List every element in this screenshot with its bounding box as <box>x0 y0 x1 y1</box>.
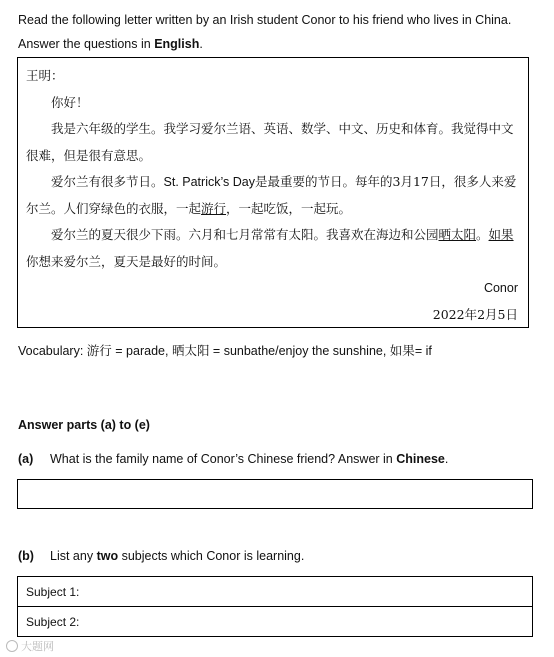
answer-a-field[interactable] <box>17 479 533 509</box>
question-a-suffix: . <box>444 452 449 466</box>
letter-paragraph-1: 我是六年级的学生。我学习爱尔兰语、英语、数学、中文、历史和体育。我觉得中文很难，但是很有意思。 <box>26 121 514 163</box>
watermark <box>6 638 54 654</box>
p2-text-a: 爱尔兰有很多节日。 <box>51 174 164 189</box>
instructions <box>18 8 543 56</box>
subject-row-1 <box>18 577 533 607</box>
p2-text-c: 是最重要的节日。每年的3月17日，很多人来爱尔兰。人们穿绿色的衣服，一起 <box>26 174 517 216</box>
letter-greeting: 你好！ <box>51 94 89 110</box>
vocab-meaning-1: = parade, <box>111 344 172 358</box>
question-a-bold: Chinese <box>396 452 445 466</box>
letter-box <box>17 57 529 328</box>
p3-text-b: 。 <box>476 227 489 242</box>
letter-salutation: 王明： <box>26 68 64 83</box>
question-b-bold: two <box>96 549 119 563</box>
question-a-text: What is the family name of Conor’s Chinese friend? Answer in <box>50 452 397 466</box>
question-b <box>18 549 304 563</box>
watermark-text: 大题网 <box>21 641 54 653</box>
p3-underlined-if: 如果 <box>488 227 514 242</box>
parts-heading: Answer parts (a) to (e) <box>18 418 150 432</box>
instructions-line-2 <box>18 32 543 56</box>
p3-text-a: 爱尔兰的夏天很少下雨。六月和七月常常有太阳。我喜欢在海边和公园 <box>51 227 439 242</box>
vocab-word-1: 游行 <box>86 343 112 358</box>
question-b-prefix: List any <box>50 549 97 563</box>
vocabulary-line <box>18 341 432 359</box>
letter-paragraph-2 <box>26 169 520 222</box>
p2-underlined-parade: 游行 <box>201 200 227 216</box>
instructions-prefix: Answer the questions in <box>18 37 155 51</box>
instructions-language: English <box>154 37 200 51</box>
letter-signature: Conor <box>483 281 518 295</box>
instructions-suffix: . <box>199 37 203 51</box>
p2-text-d: ，一起吃饭，一起玩。 <box>226 200 352 216</box>
vocab-word-3: 如果 <box>389 343 415 358</box>
vocab-word-2: 晒太阳 <box>171 343 210 358</box>
subject-table <box>17 576 533 637</box>
vocab-meaning-3: = if <box>414 344 432 358</box>
question-b-label: (b) <box>18 549 34 563</box>
p3-underlined-sunbathe: 晒太阳 <box>438 227 477 242</box>
vocab-meaning-2: = sunbathe/enjoy the sunshine, <box>209 344 390 358</box>
subject-2-field[interactable]: Subject 2: <box>18 607 533 637</box>
p3-text-c: 你想来爱尔兰，夏天是最好的时间。 <box>26 253 227 269</box>
subject-row-2 <box>18 607 533 637</box>
question-b-suffix: subjects which Conor is learning. <box>118 549 305 563</box>
vocab-label: Vocabulary: <box>18 344 87 358</box>
subject-1-field[interactable]: Subject 1: <box>18 577 533 607</box>
question-a-label: (a) <box>18 452 34 466</box>
p2-festival-name: St. Patrick’s Day <box>163 175 255 189</box>
letter-paragraph-3 <box>26 222 520 275</box>
watermark-logo-icon <box>6 640 18 652</box>
letter-date: 2022年2月5日 <box>432 306 518 322</box>
question-a <box>18 452 448 466</box>
instructions-line-1: Read the following letter written by an Irish student Conor to his friend who lives in China. <box>18 13 512 27</box>
